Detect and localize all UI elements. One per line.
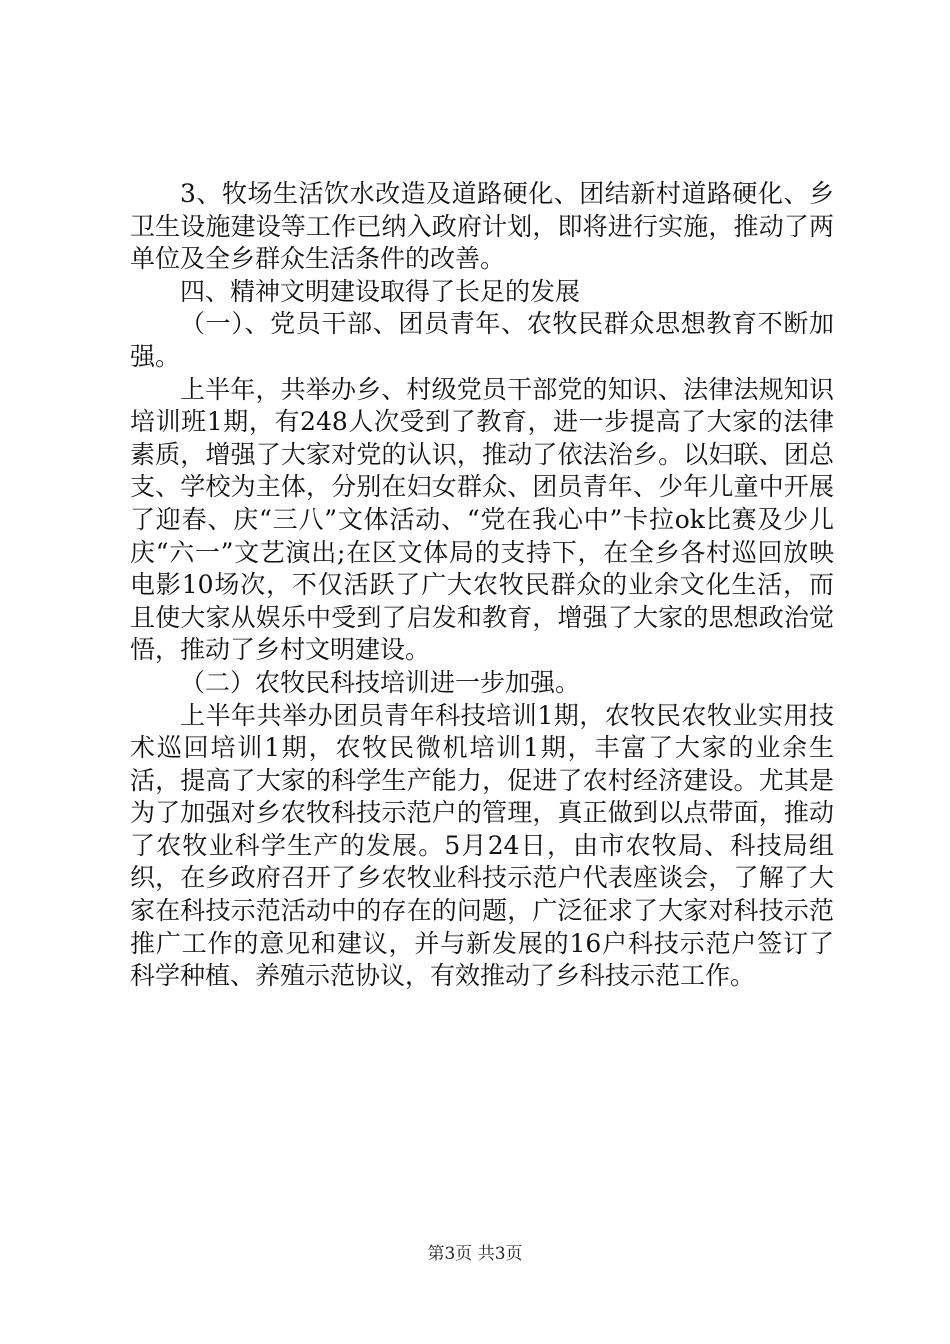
page-number-footer: 第3页 共3页: [427, 1244, 523, 1264]
section-heading-spiritual-civilization: 四、精神文明建设取得了长足的发展: [180, 276, 581, 306]
paragraph-infrastructure: 3、牧场生活饮水改造及道路硬化、团结新村道路硬化、乡卫生设施建设等工作已纳入政府计划，即将进行实施，推动了两单位及全乡群众生活条件的改善。: [130, 179, 834, 274]
subsection-heading-tech-training: （二）农牧民科技培训进一步加强。: [180, 667, 581, 697]
document-body: [130, 178, 834, 993]
paragraph-ideological-education: 上半年，共举办乡、村级党员干部党的知识、法律法规知识培训班1期，有248人次受到了教育，进一步提高了大家的法律素质，增强了大家对党的认识，推动了依法治乡。以妇联、团总支、学校为主体，分别在妇女群众、团员青年、少年儿童中开展了迎春、庆“三八”文体活动、“党在我心中”卡拉ok比赛及少儿庆“六一”文艺演出;在区文体局的支持下，在全乡各村巡回放映电影10场次，不仅活跃了广大农牧民群众的业余文化生活，而且使大家从娱乐中受到了启发和教育，增强了大家的思想政治觉悟，推动了乡村文明建设。: [130, 374, 834, 665]
paragraph-tech-training: 上半年共举办团员青年科技培训1期，农牧民农牧业实用技术巡回培训1期，农牧民微机培训1期，丰富了大家的业余生活，提高了大家的科学生产能力，促进了农村经济建设。尤其是为了加强对乡农牧科技示范户的管理，真正做到以点带面，推动了农牧业科学生产的发展。5月24日，由市农牧局、科技局组织，在乡政府召开了乡农牧业科技示范户代表座谈会，了解了大家在科技示范活动中的存在的问题，广泛征求了大家对科技示范推广工作的意见和建议，并与新发展的16户科技示范户签订了科学种植、养殖示范协议，有效推动了乡科技示范工作。: [130, 700, 834, 991]
subsection-heading-ideological-education: （一）、党员干部、团员青年、农牧民群众思想教育不断加强。: [130, 309, 834, 371]
